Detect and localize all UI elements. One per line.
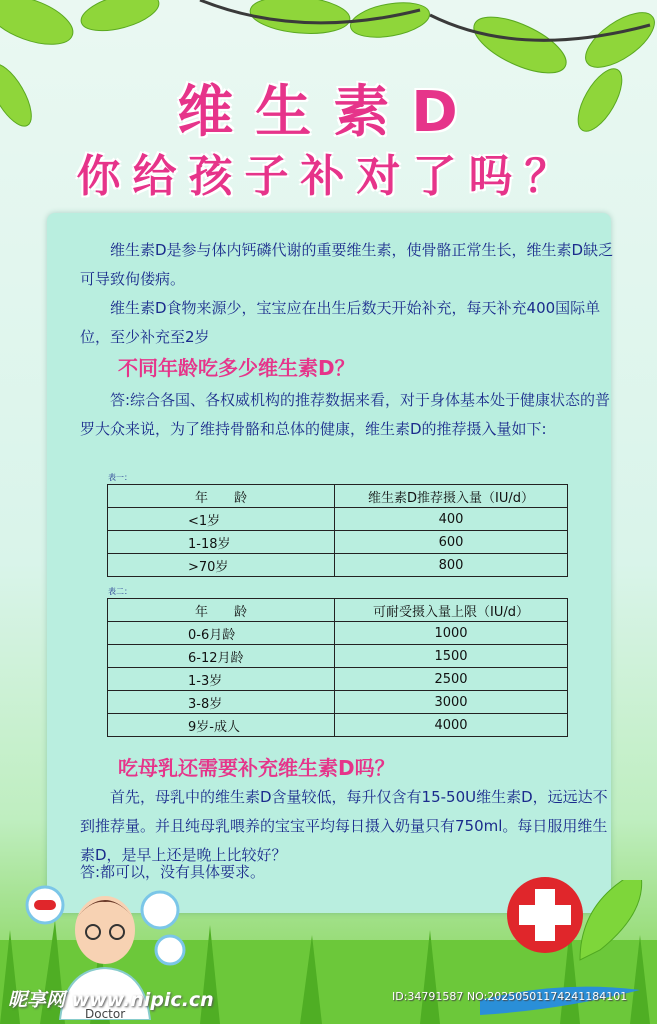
table-cell: 800 [335,554,568,577]
table-header-row [108,485,568,508]
table-row [108,622,568,645]
table-row [108,714,568,737]
section2-body: 首先，母乳中的维生素D含量较低，每升仅含有15-50U维生素D，远远达不到推荐量。并且纯母乳喂养的宝宝平均每日摄入奶量只有750ml。每日服用维生素D，是早上还是晚上比较好？ [80,788,608,864]
title-line1: 维生素D [177,80,480,145]
table-header: 年 龄 [108,485,335,508]
table-cell: 600 [335,531,568,554]
table-cell: 1500 [335,645,568,668]
table-header: 维生素D推荐摄入量（IU/d） [335,485,568,508]
table-cell: 3-8岁 [108,691,335,714]
doctor-badge: Doctor [85,1007,126,1021]
table-row [108,668,568,691]
table-cell: 1000 [335,622,568,645]
table-header: 可耐受摄入量上限（IU/d） [335,599,568,622]
table-cell: <1岁 [108,508,335,531]
table-cell: 6-12月龄 [108,645,335,668]
intro-paragraph-2: 维生素D食物来源少，宝宝应在出生后数天开始补充，每天补充400国际单位，至少补充至2岁 [80,299,601,346]
watermark-right: ID:34791587 NO:20250501174241184101 [392,990,628,1003]
table1 [107,484,568,577]
medical-cross-icon [505,875,585,955]
table-header: 年 龄 [108,599,335,622]
table-header-row [108,599,568,622]
table2-label: 表二： [108,587,132,596]
section2-answer: 答:都可以，没有具体要求。 [80,863,266,881]
table-row [108,691,568,714]
title-line2: 你给孩子补对了吗？ [76,151,581,202]
table-cell: >70岁 [108,554,335,577]
table-cell: 1-18岁 [108,531,335,554]
table-cell: 9岁-成人 [108,714,335,737]
table-cell: 400 [335,508,568,531]
table-cell: 2500 [335,668,568,691]
table-cell: 3000 [335,691,568,714]
table-cell: 1-3岁 [108,668,335,691]
section2-heading: 吃母乳还需要补充维生素D吗？ [118,756,395,780]
intro-paragraph-1: 维生素D是参与体内钙磷代谢的重要维生素，使骨骼正常生长，维生素D缺乏可导致佝偻病。 [80,241,614,288]
section1-answer: 答:综合各国、各权威机构的推荐数据来看，对于身体基本处于健康状态的普罗大众来说，为了维持骨骼和总体的健康，维生素D的推荐摄入量如下: [80,391,611,438]
section1-heading: 不同年龄吃多少维生素D？ [118,356,355,380]
table-row [108,531,568,554]
table-row [108,508,568,531]
table-cell: 0-6月龄 [108,622,335,645]
table-cell: 4000 [335,714,568,737]
watermark-left: 昵享网 www.nipic.cn [8,989,214,1011]
table2 [107,598,568,737]
table-row [108,645,568,668]
table-row [108,554,568,577]
table1-label: 表一： [108,473,132,482]
